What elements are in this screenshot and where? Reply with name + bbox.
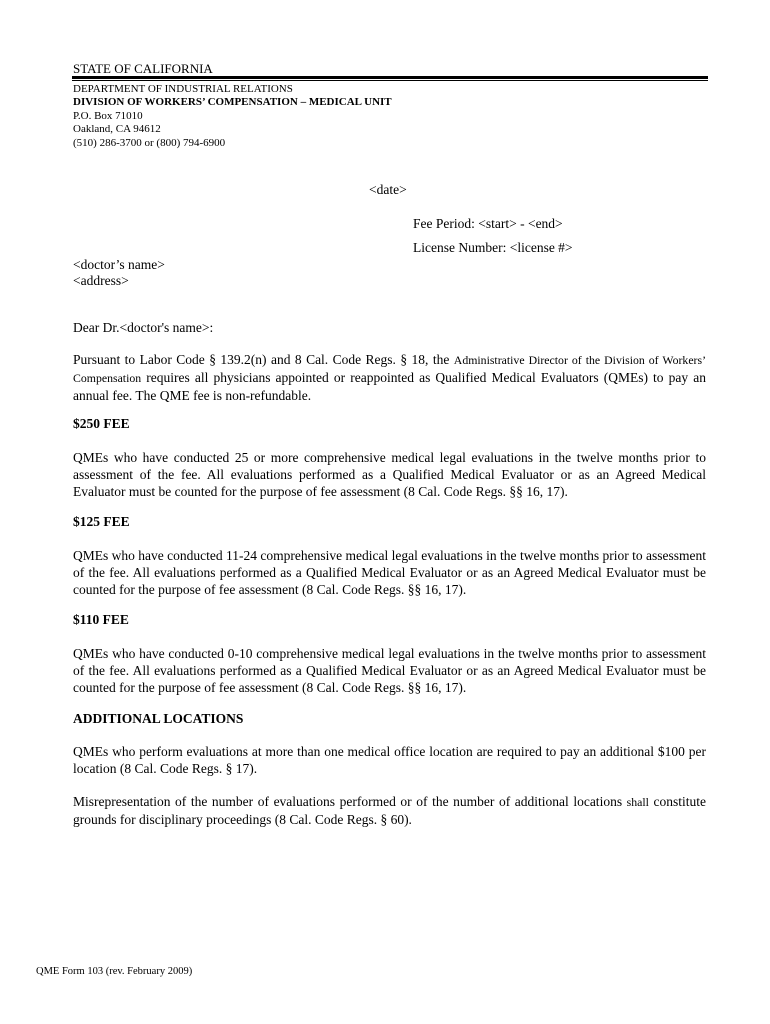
- additional-locations-body: QMEs who perform evaluations at more than one medical office location are required to pay an additional $100 per location (8 Cal. Code Regs. § 17).: [73, 744, 706, 776]
- intro-part1: Pursuant to Labor Code § 139.2(n) and 8 Cal. Code Regs. § 18, the: [73, 352, 454, 367]
- city-address: Oakland, CA 94612: [73, 123, 161, 136]
- po-box: P.O. Box 71010: [73, 109, 143, 122]
- misrep-part1: Misrepresentation of the number of evaluations performed or of the number of additional locations: [73, 794, 627, 809]
- header-rule-thin: [72, 80, 708, 81]
- doctor-name: <doctor’s name>: [73, 257, 165, 272]
- fee-125-body: QMEs who have conducted 11-24 comprehensive medical legal evaluations in the twelve months prior to assessment of the fee. All evaluations performed as a Qualified Medical Evaluator or as an Agreed Medical Evaluator must be counted for the purpose of fee assessment (8 Cal. Code Regs. §§ 16, 17).: [73, 548, 706, 597]
- additional-locations-heading: ADDITIONAL LOCATIONS: [73, 711, 244, 726]
- fee-125-heading: $125 FEE: [73, 514, 130, 529]
- misrep-part3: constitute grounds for disciplinary proceedings (8 Cal. Code Regs. § 60).: [73, 794, 707, 827]
- header-rule-thick: [72, 76, 708, 79]
- fee-period: Fee Period: <start> - <end>: [413, 216, 563, 231]
- letter-date: <date>: [369, 182, 407, 197]
- form-footer: QME Form 103 (rev. February 2009): [36, 966, 193, 977]
- misrep-part2: shall: [626, 795, 649, 809]
- doctor-address: <address>: [73, 273, 129, 288]
- department-name: DEPARTMENT OF INDUSTRIAL RELATIONS: [73, 83, 293, 95]
- salutation: Dear Dr.<doctor's name>:: [73, 320, 214, 335]
- fee-250-heading: $250 FEE: [73, 416, 130, 431]
- fee-250-body: QMEs who have conducted 25 or more comprehensive medical legal evaluations in the twelve months prior to assessment of the fee. All evaluations performed as a Qualified Medical Evaluator or as an Agreed Medical Evaluator must be counted for the purpose of fee assessment (8 Cal. Code Regs. §§ 16, 17).: [73, 450, 706, 499]
- fee-110-body: QMEs who have conducted 0-10 comprehensive medical legal evaluations in the twelve months prior to assessment of the fee. All evaluations performed as a Qualified Medical Evaluator or as an Agreed Medical Evaluator must be counted for the purpose of fee assessment (8 Cal. Code Regs. §§ 16, 17).: [73, 646, 706, 695]
- intro-part3: requires all physicians appointed or reappointed as Qualified Medical Evaluators (QMEs) to pay an annual fee. The QME fee is non-refundable.: [73, 370, 706, 403]
- intro-paragraph: [73, 351, 706, 404]
- misrepresentation-paragraph: [73, 793, 706, 828]
- agency-block: [73, 83, 392, 150]
- division-name: DIVISION OF WORKERS’ COMPENSATION – MEDICAL UNIT: [73, 96, 392, 109]
- fee-110-heading: $110 FEE: [73, 612, 129, 627]
- intro-part2: Administrative Director of the Division of Workers’ Compensation: [73, 353, 707, 385]
- phone-numbers: (510) 286-3700 or (800) 794-6900: [73, 136, 226, 149]
- state-name: STATE OF CALIFORNIA: [73, 61, 213, 76]
- license-number: License Number: <license #>: [413, 240, 573, 255]
- recipient-block: [73, 257, 165, 289]
